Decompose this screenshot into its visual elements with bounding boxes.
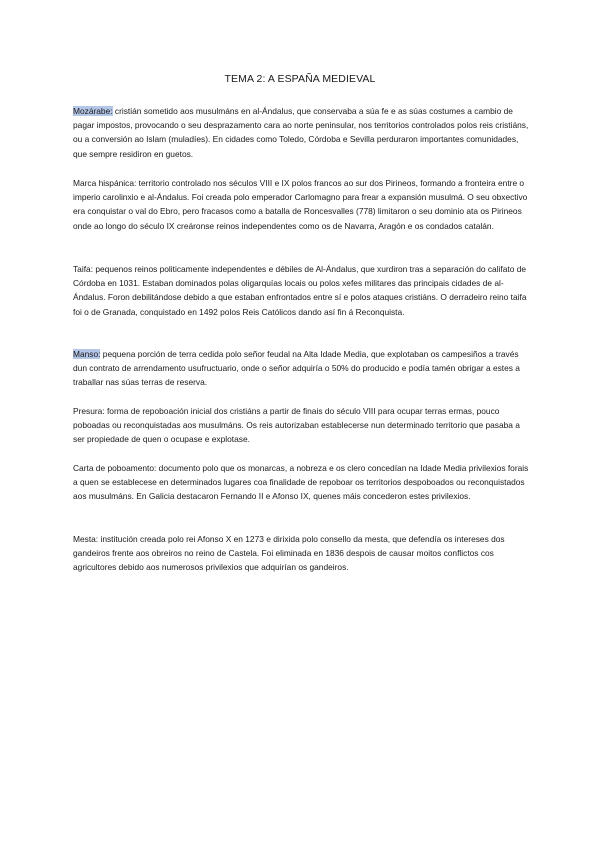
entry-term-highlighted: Manso: xyxy=(73,349,101,359)
entry-term: Presura: xyxy=(73,406,105,416)
entry-marca-hispanica xyxy=(73,176,533,233)
entry-term: Taifa: xyxy=(73,264,94,274)
entry-carta-de-poboamento xyxy=(73,461,533,504)
entry-term: Mesta: xyxy=(73,534,99,544)
entry-term-highlighted: Mozárabe: xyxy=(73,106,113,116)
entry-mesta xyxy=(73,532,533,575)
entry-presura xyxy=(73,404,533,447)
document-title: TEMA 2: A ESPAÑA MEDIEVAL xyxy=(224,73,376,85)
entry-definition: institución creada polo rei Afonso X en 1273 e dirixida polo consello da mesta, que defendía os intereses dos gandeiros frente aos obreiros no reino de Castela. Foi eliminada en 1836 despois de causar moitos conflictos cos agricultores debido aos numerosos privilexios que adquirían os gandeiros. xyxy=(73,534,505,573)
entry-definition: territorio controlado nos séculos VIII e IX polos francos ao sur dos Pirineos, formando a fronteira entre o imperio carolinxio e al-Ándalus. Foi creada polo emperador Carlomagno para frear a expansión musulmá. O seu obxectivo era conquistar o val do Ebro, pero fracasos como a batalla de Roncesvalles (778) limitaron o seu dominio ata os Pirineos onde ao longo do século IX creáronse reinos independentes como os de Navarra, Aragón e os condados catalán. xyxy=(73,178,528,231)
entry-definition: documento polo que os monarcas, a nobreza e os clero concedían na Idade Media privilexios forais a quen se establecese en determinados lugares coa finalidade de repoboar os territorios despoboados ou reconquistados aos musulmáns. En Galicia destacaron Fernando II e Afonso IX, quenes máis concederon estes privilexios. xyxy=(73,463,529,502)
entry-definition: pequena porción de terra cedida polo señor feudal na Alta Idade Media, que explotaban os campesiños a través dun contrato de arrendamento usufructuario, onde o señor adquiría o 50% do producido e podía tamén obrigar a estes a traballar nas súas terras de reserva. xyxy=(73,349,520,388)
entry-definition: pequenos reinos politicamente independentes e débiles de Al-Ándalus, que xurdiron tras a separación do califato de Córdoba en 1031. Estaban dominados polas oligarquías locais ou polos xefes militares das principais cidades de al-Ándalus. Foron debilitándose debido a que estaban enfrontados entre sí e polos ataques cristiáns. O derradeiro reino taifa foi o de Granada, conquistado en 1492 polos Reis Católicos dando así fin á Reconquista. xyxy=(73,264,527,317)
entry-mozarabe xyxy=(73,104,533,161)
entry-taifa xyxy=(73,262,533,319)
entry-definition: cristián sometido aos musulmáns en al-Ándalus, que conservaba a súa fe e as súas costumes a cambio de pagar impostos, provocando o seu desprazamento cara ao norte peninsular, nos territorios controlados polos reis cristiáns, ou a conversión ao Islam (muladíes). En cidades como Toledo, Córdoba e Sevilla perduraron importantes comunidades, que sempre residiron en guetos. xyxy=(73,106,529,159)
entry-term: Carta de poboamento: xyxy=(73,463,157,473)
entry-definition: forma de repoboación inicial dos cristiáns a partir de finais do século VIII para ocupar terras ermas, pouco poboadas ou reconquistadas aos musulmáns. Os reis autorizaban establecerse nun determinado territorio que pasaba a ser propiedade de quen o ocupase e explotase. xyxy=(73,406,520,445)
entry-term: Marca hispánica: xyxy=(73,178,137,188)
entry-manso xyxy=(73,347,533,390)
